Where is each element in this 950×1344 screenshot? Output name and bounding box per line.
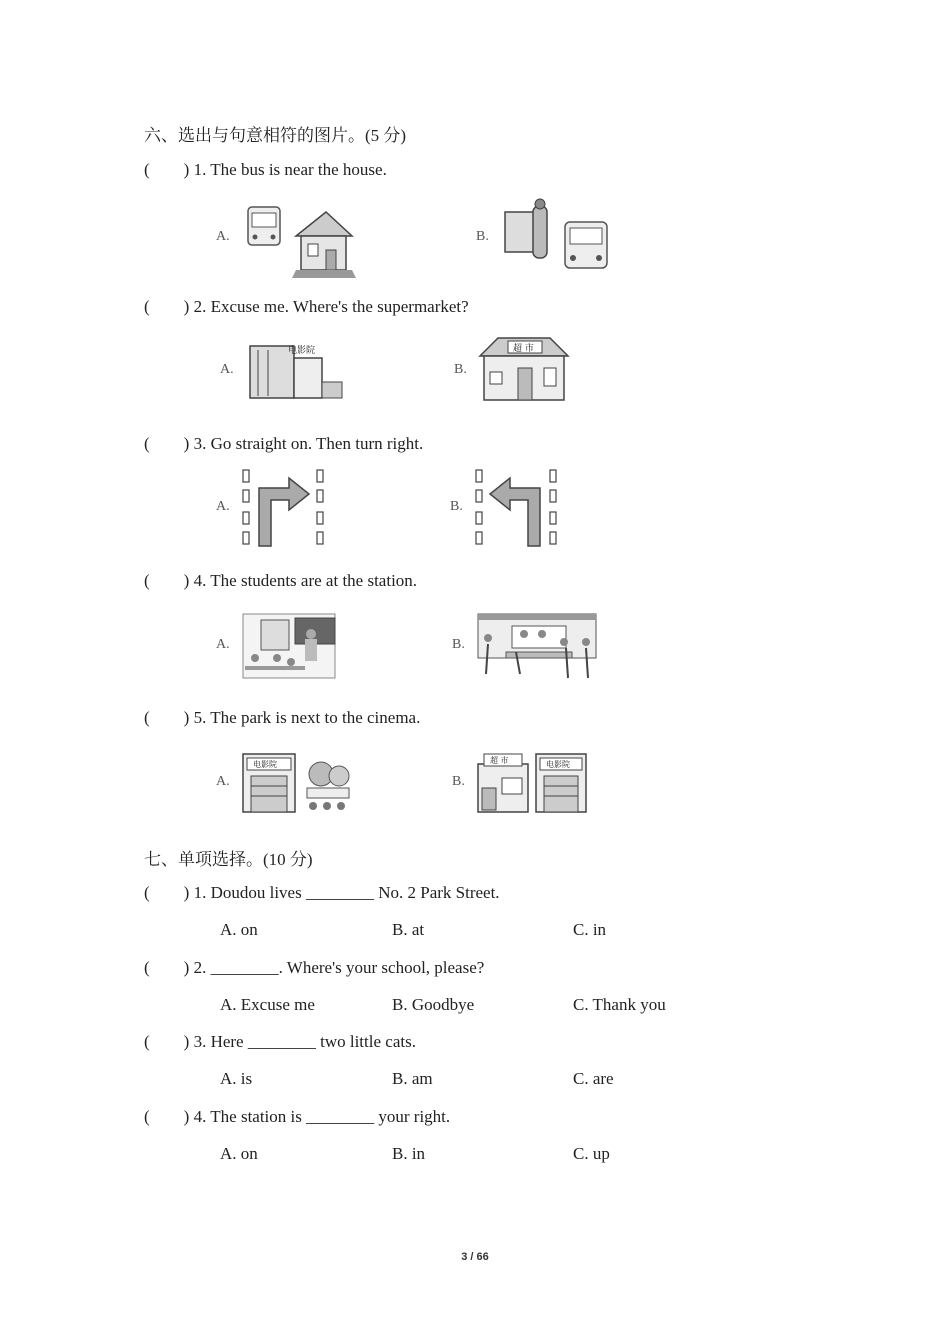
turn-right-arrow-picture[interactable] xyxy=(241,468,331,548)
question-text: 3. Go straight on. Then turn right. xyxy=(193,434,424,453)
option-b[interactable]: B. at xyxy=(392,920,425,939)
answer-blank[interactable]: ( ) xyxy=(144,958,190,977)
option-a-label: A. xyxy=(220,362,234,377)
option-c[interactable]: C. Thank you xyxy=(573,995,666,1014)
question-7-4 xyxy=(144,1107,450,1127)
option-c[interactable]: C. in xyxy=(573,920,607,939)
option-b[interactable]: B. Goodbye xyxy=(392,995,475,1014)
option-a[interactable]: A. on xyxy=(220,1144,258,1163)
supermarket-sign: 超 市 xyxy=(513,344,534,354)
turn-left-arrow-picture[interactable] xyxy=(474,468,564,548)
answer-blank[interactable]: ( ) xyxy=(144,1107,190,1126)
question-7-1 xyxy=(144,883,500,903)
option-b-label: B. xyxy=(454,362,467,377)
option-a-label: A. xyxy=(216,499,230,514)
question-text: 5. The park is next to the cinema. xyxy=(193,708,421,727)
option-a[interactable]: A. on xyxy=(220,920,258,939)
question-text: 2. Excuse me. Where's the supermarket? xyxy=(193,297,469,316)
question-6-4 xyxy=(144,571,417,591)
question-text: 2. ________. Where's your school, please? xyxy=(193,958,485,977)
station-picture[interactable] xyxy=(476,612,600,682)
question-6-2 xyxy=(144,297,469,317)
cinema-sign: 电影院 xyxy=(253,760,277,769)
option-b-label: B. xyxy=(452,774,465,789)
bus-near-house-picture[interactable] xyxy=(246,204,356,280)
option-c[interactable]: C. are xyxy=(573,1069,614,1088)
section6-heading: 六、选出与句意相符的图片。(5 分) xyxy=(144,126,407,145)
option-c[interactable]: C. up xyxy=(573,1144,610,1163)
cinema-sign: 电影院 xyxy=(288,346,316,356)
question-text: 1. Doudou lives ________ No. 2 Park Street. xyxy=(193,883,500,902)
question-text: 1. The bus is near the house. xyxy=(193,160,387,179)
answer-blank[interactable]: ( ) xyxy=(144,1032,190,1051)
bus-at-stop-picture[interactable] xyxy=(503,198,613,274)
question-6-3 xyxy=(144,434,423,454)
answer-blank[interactable]: ( ) xyxy=(144,297,190,316)
answer-blank[interactable]: ( ) xyxy=(144,708,190,727)
answer-blank[interactable]: ( ) xyxy=(144,571,190,590)
question-7-2 xyxy=(144,958,484,978)
option-a-label: A. xyxy=(216,774,230,789)
option-b-label: B. xyxy=(452,637,465,652)
supermarket-next-to-cinema-picture[interactable] xyxy=(476,752,588,816)
option-b-label: B. xyxy=(450,499,463,514)
park-next-to-cinema-picture[interactable] xyxy=(241,752,353,816)
classroom-picture[interactable] xyxy=(241,612,337,680)
option-a[interactable]: A. Excuse me xyxy=(220,995,315,1014)
question-text: 4. The station is ________ your right. xyxy=(193,1107,451,1126)
option-a-label: A. xyxy=(216,637,230,652)
option-b[interactable]: B. am xyxy=(392,1069,433,1088)
question-text: 4. The students are at the station. xyxy=(193,571,418,590)
supermarket-sign: 超 市 xyxy=(490,756,509,765)
question-6-5 xyxy=(144,708,420,728)
question-6-1 xyxy=(144,160,387,180)
answer-blank[interactable]: ( ) xyxy=(144,434,190,453)
answer-blank[interactable]: ( ) xyxy=(144,160,190,179)
option-a[interactable]: A. is xyxy=(220,1069,253,1088)
question-7-3 xyxy=(144,1032,416,1052)
section7-heading: 七、单项选择。(10 分) xyxy=(144,850,313,869)
supermarket-picture[interactable] xyxy=(478,336,570,402)
answer-blank[interactable]: ( ) xyxy=(144,883,190,902)
option-a-label: A. xyxy=(216,229,230,244)
option-b-label: B. xyxy=(476,229,489,244)
page-number: 3 / 66 xyxy=(461,1251,489,1263)
cinema-picture[interactable] xyxy=(248,336,344,400)
option-b[interactable]: B. in xyxy=(392,1144,426,1163)
question-text: 3. Here ________ two little cats. xyxy=(193,1032,416,1051)
cinema-sign: 电影院 xyxy=(546,760,570,769)
